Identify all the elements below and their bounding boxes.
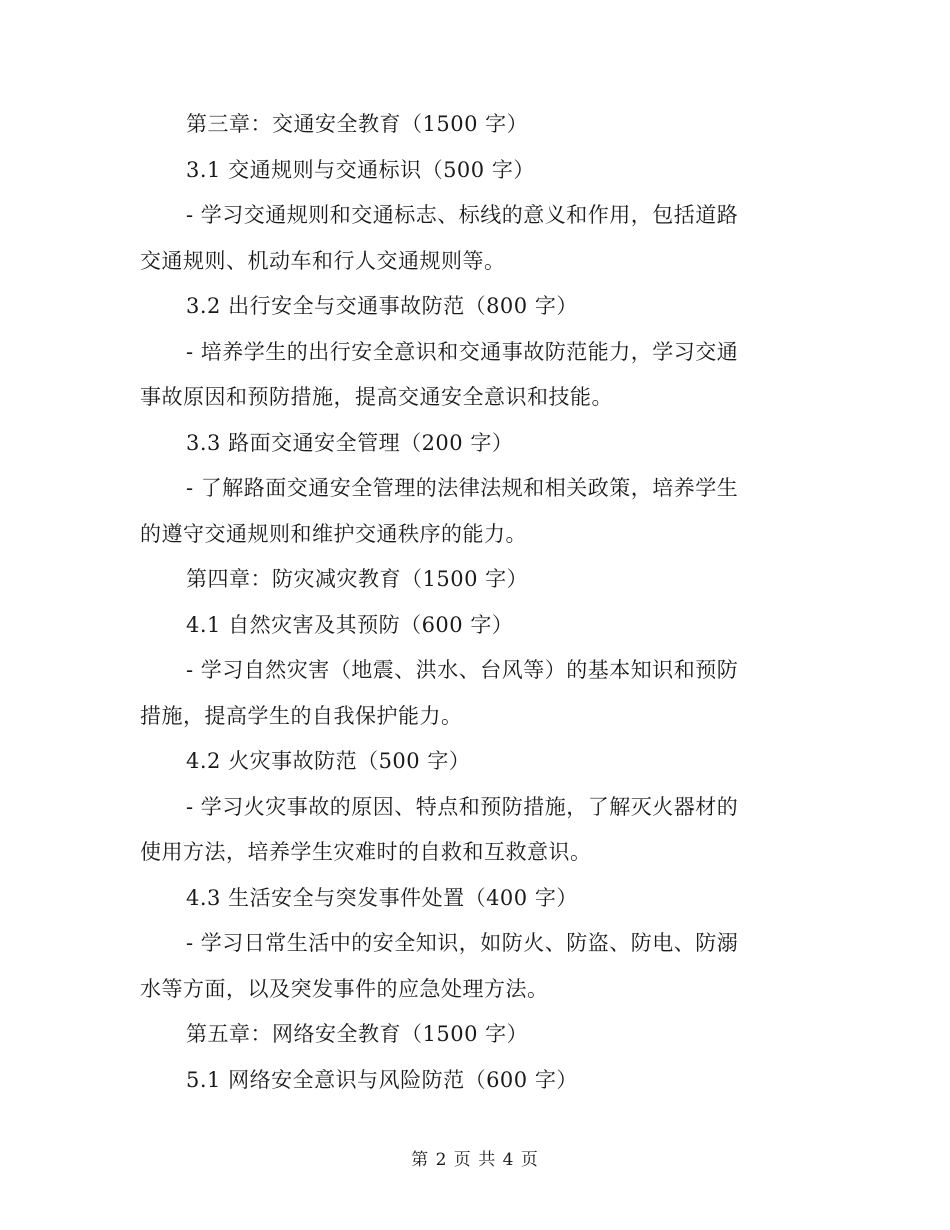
paragraph-line: - 学习自然灾害（地震、洪水、台风等）的基本知识和预防 (186, 658, 739, 682)
section-heading: 4.2 火灾事故防范（500 字） (186, 749, 471, 773)
page-footer: 第 2 页 共 4 页 (411, 1150, 539, 1170)
section-heading: 3.1 交通规则与交通标识（500 字） (186, 157, 535, 182)
paragraph-line: 的遵守交通规则和维护交通秩序的能力。 (140, 521, 527, 546)
paragraph-line: 措施，提高学生的自我保护能力。 (140, 703, 463, 728)
paragraph-line: - 学习日常生活中的安全知识，如防火、防盗、防电、防溺 (186, 931, 739, 955)
chapter-heading: 第四章：防灾减灾教育（1500 字） (186, 567, 529, 591)
paragraph-line: 水等方面，以及突发事件的应急处理方法。 (140, 976, 549, 1001)
section-heading: 4.3 生活安全与突发事件处置（400 字） (186, 885, 578, 910)
chapter-heading: 第五章：网络安全教育（1500 字） (186, 1022, 529, 1046)
paragraph-line: 交通规则、机动车和行人交通规则等。 (140, 248, 506, 273)
paragraph-line: - 培养学生的出行安全意识和交通事故防范能力，学习交通 (186, 339, 739, 364)
paragraph-line: - 了解路面交通安全管理的法律法规和相关政策，培养学生 (186, 476, 739, 500)
section-heading: 5.1 网络安全意识与风险防范（600 字） (186, 1067, 578, 1092)
paragraph-line: - 学习火灾事故的原因、特点和预防措施，了解灭火器材的 (186, 794, 739, 819)
paragraph-line: 事故原因和预防措施，提高交通安全意识和技能。 (140, 385, 613, 409)
paragraph-line: 使用方法，培养学生灾难时的自救和互救意识。 (140, 840, 592, 864)
section-heading: 4.1 自然灾害及其预防（600 字） (186, 612, 514, 637)
paragraph-line: - 学习交通规则和交通标志、标线的意义和作用，包括道路 (186, 203, 739, 227)
section-heading: 3.2 出行安全与交通事故防范（800 字） (186, 294, 578, 318)
chapter-heading: 第三章：交通安全教育（1500 字） (186, 112, 529, 136)
document-body (140, 102, 805, 1103)
section-heading: 3.3 路面交通安全管理（200 字） (186, 430, 514, 455)
